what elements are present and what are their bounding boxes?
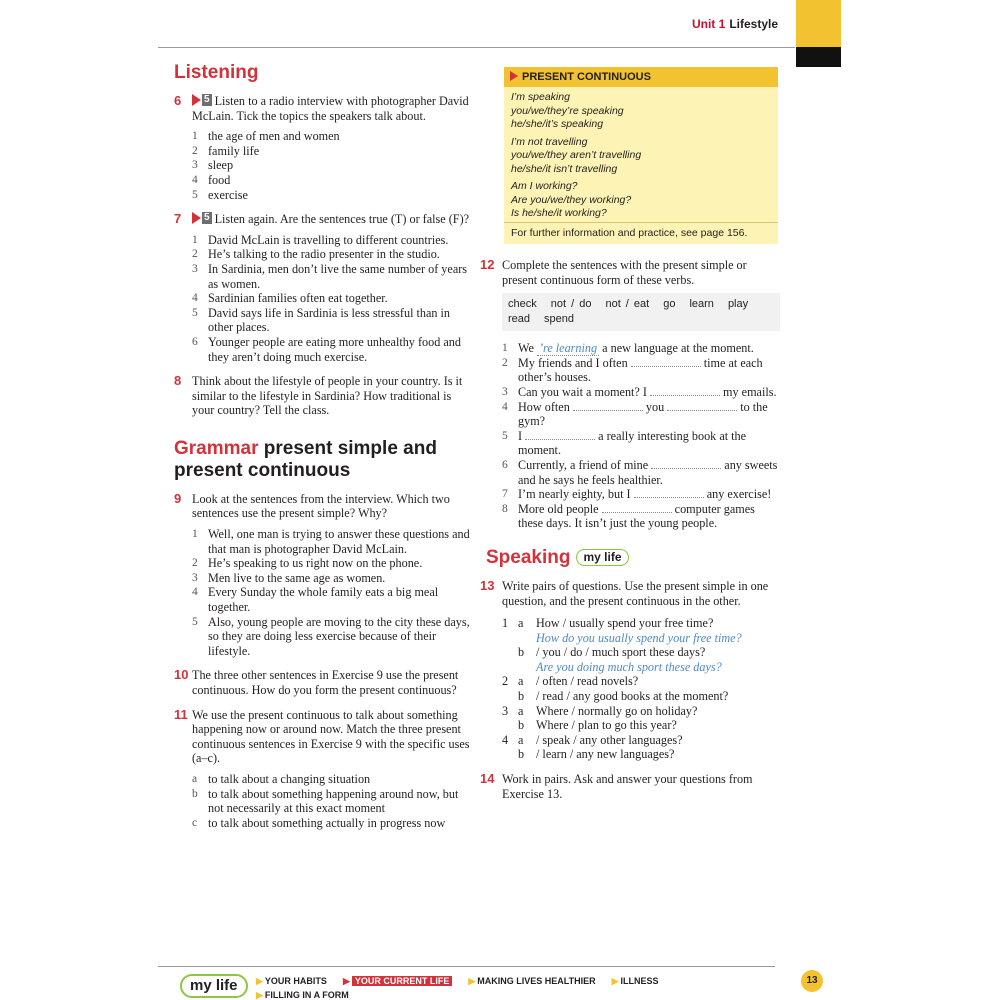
exercise-instruction: Complete the sentences with the present simple or present continuous form of these verbs. [502, 258, 747, 287]
nav-item-filling-in-a-form[interactable]: ▶ FILLING IN A FORM [256, 990, 349, 1000]
list-item: 1 David McLain is travelling to different countries. [192, 232, 449, 247]
example-answer: How do you usually spend your free time? [536, 630, 742, 645]
list-item: 2 My friends and I often time at each other’s houses. [502, 355, 763, 385]
list-item: 1 We ’re learning a new language at the moment. [502, 341, 754, 356]
answer-blank[interactable] [650, 386, 720, 396]
exercise-13 [480, 579, 780, 762]
sentence-list [192, 527, 474, 658]
exercise-8 [174, 374, 474, 418]
example-answer: ’re learning [538, 341, 598, 356]
exercise-instruction: We use the present continuous to talk about something happening now or around now. Match the three present continuous sentences in Exercise 9 with the specific uses (a–c). [192, 707, 470, 766]
list-item: 1 a How / usually spend your free time? [502, 616, 714, 631]
unit-label [692, 17, 778, 31]
exercise-instruction: Write pairs of questions. Use the present simple in one question, and the present continuous in the other. [502, 578, 769, 608]
grammar-title-topic: present simple and present continuous [174, 437, 437, 481]
corner-tab-dark [796, 47, 841, 67]
list-item: 2 He’s speaking to us right now on the phone. [192, 556, 423, 571]
list-item: 2 He’s talking to the radio presenter in the studio. [192, 247, 440, 262]
list-item: 7 I’m nearly eighty, but I any exercise! [502, 487, 772, 502]
audio-track-number: 5 [204, 94, 210, 105]
list-item: 5 David says life in Sardinia is less stressful than in other places. [192, 305, 451, 335]
answer-blank[interactable] [573, 401, 643, 411]
list-item: 1 Well, one man is trying to answer these questions and that man is photographer David McLain. [192, 527, 470, 556]
exercise-number: 9 [174, 490, 182, 506]
answer-blank[interactable] [631, 357, 701, 367]
list-item: 5 Also, young people are moving to the city these days, so they are doing less exercise because of their lifestyle. [192, 614, 470, 658]
header-divider [158, 47, 795, 48]
exercise-14 [480, 772, 780, 801]
nav-item-making-lives-healthier[interactable]: ▶ MAKING LIVES HEALTHIER [468, 976, 596, 986]
exercise-10 [174, 668, 474, 697]
exercise-6 [174, 94, 474, 202]
audio-play-icon[interactable] [192, 94, 212, 106]
list-item: 8 More old people computer games these days. It isn’t just the young people. [502, 501, 755, 531]
my-life-tag: my life [576, 549, 628, 566]
exercise-7 [174, 212, 474, 364]
nav-item-your-habits[interactable]: ▶ YOUR HABITS [256, 976, 327, 986]
speaking-title [486, 547, 780, 569]
arrow-icon [510, 71, 518, 81]
exercise-instruction: Listen to a radio interview with photographer David McLain. Tick the topics the speakers talk about. [192, 94, 469, 123]
answer-blank[interactable] [525, 430, 595, 440]
list-item: b / read / any good books at the moment? [518, 689, 729, 704]
list-item: b to talk about something happening around now, but not necessarily at this exact moment [192, 786, 459, 816]
unit-title: Lifestyle [729, 17, 778, 31]
footer-my-life-logo: my life [180, 974, 248, 998]
exercise-number: 13 [480, 577, 495, 593]
exercise-instruction: Work in pairs. Ask and answer your questions from Exercise 13. [502, 772, 753, 801]
affirmative-forms: I’m speaking you/we/they’re speaking he/she/it’s speaking [511, 91, 624, 130]
list-item: 4 Sardinian families often eat together. [192, 291, 388, 306]
use-list [192, 772, 474, 830]
left-column [174, 62, 474, 830]
list-item: 3 Men live to the same age as women. [192, 570, 386, 585]
answer-blank[interactable] [602, 503, 672, 513]
list-item: 1 the age of men and women [192, 129, 340, 144]
exercise-instruction: Look at the sentences from the interview. Which two sentences use the present simple? Why? [192, 491, 450, 521]
speaking-title-label: Speaking [486, 546, 571, 568]
exercise-number: 7 [174, 211, 182, 227]
nav-item-illness[interactable]: ▶ ILLNESS [611, 976, 659, 986]
grammar-title [174, 438, 474, 482]
grammar-box-examples [504, 87, 778, 221]
list-item: 3 Can you wait a moment? I my emails. [502, 384, 777, 399]
list-item: 3 a Where / normally go on holiday? [502, 703, 698, 718]
footer-lesson-nav [256, 974, 776, 1000]
list-item: 5 exercise [192, 187, 248, 202]
grammar-title-label: Grammar [174, 437, 259, 459]
negative-forms: I’m not travelling you/we/they aren’t travelling he/she/it isn’t travelling [511, 135, 642, 175]
audio-track-number: 5 [204, 212, 210, 224]
grammar-box [504, 67, 778, 244]
footer-divider [158, 966, 775, 967]
list-item: 3 sleep [192, 158, 234, 173]
list-item: b / learn / any new languages? [518, 747, 675, 762]
grammar-box-heading: PRESENT CONTINUOUS [504, 67, 778, 87]
list-item: 5 I a really interesting book at the moment. [502, 428, 747, 458]
nav-item-your-current-life[interactable]: ▶ YOUR CURRENT LIFE [343, 976, 460, 986]
list-item: 6 Younger people are eating more unhealthy food and they aren’t doing much exercise. [192, 334, 461, 364]
list-item: 2 family life [192, 143, 260, 158]
list-item: 4 food [192, 172, 231, 187]
exercise-instruction: Think about the lifestyle of people in your country. Is it similar to the lifestyle in Sardinia? How traditional is your country? Tell the class. [192, 374, 463, 418]
question-pairs [502, 616, 780, 762]
answer-blank[interactable] [667, 401, 737, 411]
grammar-box-reference: For further information and practice, see page 156. [504, 222, 778, 243]
exercise-number: 14 [480, 771, 495, 787]
verb-box: check not / do not / eat go learn play read spend [502, 293, 780, 331]
list-item: c to talk about something actually in progress now [192, 815, 446, 830]
list-item: b / you / do / much sport these days? [518, 645, 706, 660]
exercise-number: 6 [174, 93, 182, 108]
exercise-instruction: The three other sentences in Exercise 9 use the present continuous. How do you form the present continuous? [192, 668, 459, 697]
list-item: 4 Every Sunday the whole family eats a big meal together. [192, 585, 439, 615]
exercise-instruction: Listen again. Are the sentences true (T) or false (F)? [214, 212, 470, 227]
list-item: a to talk about a changing situation [192, 771, 371, 786]
topic-list [192, 129, 474, 202]
page-number: 13 [801, 970, 823, 992]
list-item: 4 How often you to the gym? [502, 399, 768, 429]
answer-blank[interactable] [634, 488, 704, 498]
example-answer: Are you doing much sport these days? [536, 659, 722, 674]
exercise-number: 8 [174, 373, 182, 389]
gap-fill-list [502, 341, 780, 531]
right-column [480, 258, 780, 801]
exercise-number: 10 [174, 667, 189, 683]
exercise-number: 11 [174, 706, 188, 722]
list-item: 4 a / speak / any other languages? [502, 732, 683, 747]
exercise-12 [480, 258, 780, 531]
audio-play-icon[interactable] [192, 212, 212, 224]
list-item: 6 Currently, a friend of mine any sweets and he says he feels healthier. [502, 457, 778, 487]
exercise-9 [174, 492, 474, 659]
list-item: b Where / plan to go this year? [518, 718, 677, 733]
list-item: 3 In Sardinia, men don’t live the same number of years as women. [192, 261, 468, 291]
question-forms: Am I working? Are you/we/they working? Is he/she/it working? [511, 180, 632, 219]
statement-list [192, 233, 474, 364]
exercise-11 [174, 708, 474, 831]
corner-tab [796, 0, 841, 47]
answer-blank[interactable] [651, 459, 721, 469]
unit-number: Unit 1 [691, 17, 726, 31]
list-item: 2 a / often / read novels? [502, 674, 639, 689]
exercise-number: 12 [480, 257, 495, 272]
listening-title: Listening [174, 62, 259, 83]
